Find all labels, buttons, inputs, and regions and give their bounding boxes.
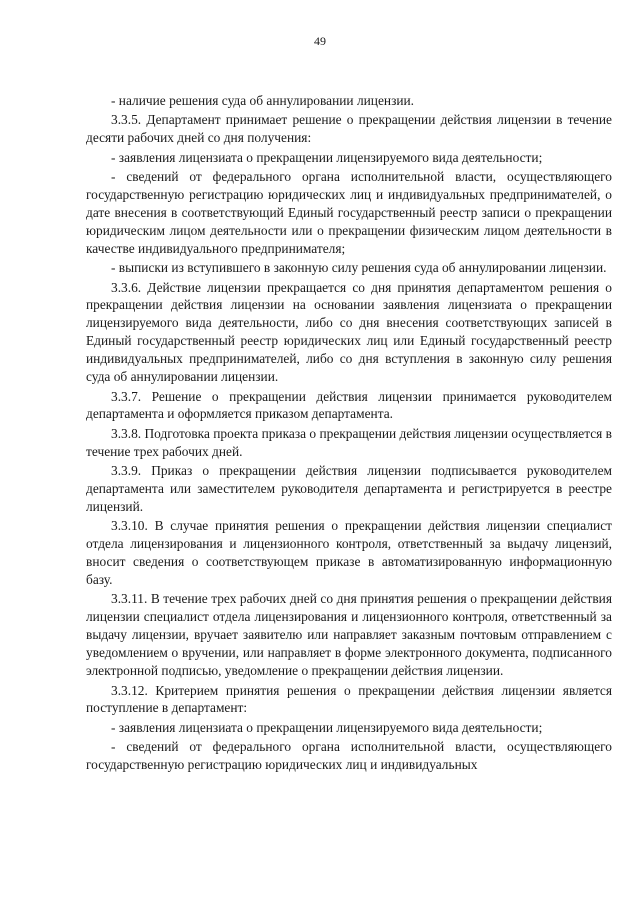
paragraph: - заявления лицензиата о прекращении лицензируемого вида деятельности; xyxy=(111,719,543,735)
paragraph: - наличие решения суда об аннулировании лицензии. xyxy=(111,93,415,108)
paragraph: 3.3.9. Приказ о прекращении действия лицензии подписывается руководителем департамента или заместителем руководителя департамента и регистрируется в реестре лицензий. xyxy=(86,463,612,514)
paragraph: 3.3.5. Департамент принимает решение о прекращении действия лицензии в течение десяти рабочих дней со дня получения: xyxy=(86,112,612,146)
paragraph: 3.3.6. Действие лицензии прекращается со дня принятия департаментом решения о прекращении действия лицензии на основании заявления лицензиата о прекращении лицензируемого вида деятельности, либо со дня внесения соответствующих записей в Единый государственный реестр юридических лиц или Единый государственный реестр индивидуальных предпринимателей, либо со дня вступления в законную силу решения суда об аннулировании лицензии. xyxy=(86,279,612,385)
paragraph: - сведений от федерального органа исполнительной власти, осуществляющего государственную регистрацию юридических лиц и индивидуальных xyxy=(86,739,612,773)
paragraph: - сведений от федерального органа исполнительной власти, осуществляющего государственную регистрацию юридических лиц и индивидуальных предпринимателей, о дате внесения в соответствующий Единый государственный реестр записи о прекращении юридическим лицом деятельности или о прекращении физическим лицом деятельности в качестве индивидуального предпринимателя; xyxy=(86,169,612,256)
paragraph: 3.3.11. В течение трех рабочих дней со дня принятия решения о прекращении действия лицензии специалист отдела лицензирования и лицензионного контроля, ответственный за выдачу лицензии, вручает заявителю или направляет заказным почтовым отправлением с уведомлением о вручении, или направляет в форме электронного документа, подписанного электронной подписью, уведомление о прекращении действия лицензии. xyxy=(86,591,612,679)
paragraph: 3.3.7. Решение о прекращении действия лицензии принимается руководителем департамента и оформляется приказом департамента. xyxy=(86,388,612,422)
paragraph: - выписки из вступившего в законную силу решения суда об аннулировании лицензии. xyxy=(111,260,607,276)
paragraph: - заявления лицензиата о прекращении лицензируемого вида деятельности; xyxy=(111,149,543,165)
paragraph: 3.3.10. В случае принятия решения о прекращении действия лицензии специалист отдела лицензирования и лицензионного контроля, ответственный за выдачу лицензий, вносит сведения о соответствующем приказе в автоматизированную информационную базу. xyxy=(86,518,612,588)
paragraph: 3.3.12. Критерием принятия решения о прекращении действия лицензии является поступление в департамент: xyxy=(86,682,612,716)
document-body xyxy=(86,92,612,776)
paragraph: 3.3.8. Подготовка проекта приказа о прекращении действия лицензии осуществляется в течение трех рабочих дней. xyxy=(86,425,612,459)
page-number: 49 xyxy=(314,34,326,48)
